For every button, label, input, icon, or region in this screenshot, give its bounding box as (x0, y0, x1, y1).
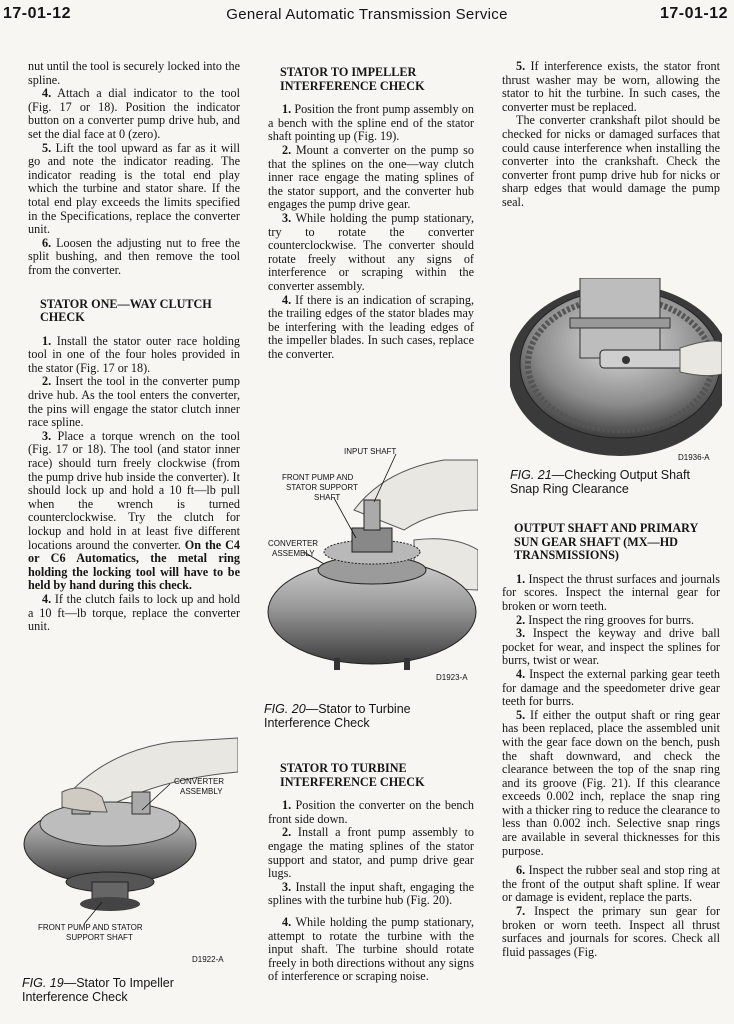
column-2 (268, 60, 474, 361)
column-1 (28, 60, 240, 634)
step-2: 2. Insert the tool in the converter pump drive hub. As the tool enters the converter, the pins will engage the stator clutch inner race spline. (28, 374, 241, 430)
figure-caption: FIG. 19—Stator To Impeller Interference Check (22, 976, 174, 1004)
step-2: 2. Mount a converter on the pump so that the splines on the one—way clutch inner race engage the mating splines of the stator support, and the converter hub engages the pump drive gear. (268, 142, 474, 212)
figure-19-image (22, 732, 238, 968)
step-6: 6. Loosen the adjusting nut to free the split bushing, and then remove the tool from the converter. (28, 235, 240, 277)
step-3: 3. Inspect the keyway and drive ball pocket for wear, and inspect the splines for burrs, twist or wear. (502, 626, 721, 668)
figure-19 (22, 732, 238, 1004)
step-4: 4. Inspect the external parking gear teeth for damage and the speedometer drive gear teeth for burrs. (502, 666, 721, 709)
page-number-left: 17-01-12 (3, 5, 72, 22)
step-1: 1. Position the front pump assembly on a bench with the spline end of the stator shaft pointing up (Fig. 19). (268, 102, 474, 144)
section-heading: OUTPUT SHAFT AND PRIMARY SUN GEAR SHAFT (MX—HD TRANSMISSIONS) (514, 521, 698, 563)
step-1: 1. Position the converter on the bench front side down. (268, 798, 475, 826)
label-assembly: ASSEMBLY (272, 549, 315, 558)
step-3: 3. While holding the pump stationary, try to rotate the converter counterclockwise. The converter should rotate freely without any signs of interference or scraping within the converter assembly. (268, 210, 475, 293)
label-front-pump: FRONT PUMP AND STATOR (38, 923, 143, 932)
label-input-shaft: INPUT SHAFT (344, 447, 397, 456)
step-4: 4. If the clutch fails to lock up and hold a 10 ft—lb torque, replace the converter unit. (28, 591, 240, 634)
column-3 (502, 60, 720, 210)
figure-20 (264, 440, 478, 730)
step-4: 4. If there is an indication of scraping, the trailing edges of the stator blades may be interfering with the leading edges of the impeller blades. In such cases, replace the converter. (268, 292, 474, 361)
label-support-shaft: SUPPORT SHAFT (66, 933, 133, 942)
step-4: 4. Attach a dial indicator to the tool (Fig. 17 or 18). Position the indicator button on a converter pump drive hub, and set the dial face at 0 (zero). (28, 86, 240, 141)
label-converter: CONVERTER (174, 777, 225, 786)
step-3: 3. Install the input shaft, engaging the splines with the turbine hub (Fig. 20). (268, 879, 474, 908)
figure-21 (510, 278, 722, 496)
column-3-lower (502, 522, 720, 959)
page-number-right: 17-01-12 (659, 5, 728, 22)
figure-caption: FIG. 20—Stator to Turbine Interference Check (264, 702, 411, 730)
label-converter: CONVERTER (268, 539, 319, 548)
paragraph: The converter crankshaft pilot should be checked for nicks or damaged surfaces that could cause interference when installing the converter into the crankshaft. Check the converter front pump drive hub for nicks or sharp edges that would damage the pump seal. (502, 113, 720, 209)
figure-20-image (264, 440, 478, 692)
step-2: 2. Install a front pump assembly to engage the mating splines of the stator support and stator, and pump drive gear lugs. (268, 825, 474, 881)
label-shaft: SHAFT (314, 493, 341, 502)
step-5: 5. If interference exists, the stator front thrust washer may be worn, allowing the stator to hit the turbine. In such cases, the converter must be replaced. (502, 59, 721, 114)
step-1: 1. Inspect the thrust surfaces and journals for scores. Inspect the internal gear for broken or worn teeth. (502, 571, 720, 613)
page-header (0, 0, 734, 34)
section-heading: STATOR TO IMPELLER INTERFERENCE CHECK (280, 65, 425, 93)
figure-code: D1923-A (436, 673, 468, 682)
page-title: General Automatic Transmission Service (226, 6, 508, 23)
paragraph: nut until the tool is securely locked into the spline. (28, 59, 240, 87)
step-2: 2. Inspect the ring grooves for burrs. (516, 612, 695, 627)
figure-code: D1936-A (678, 453, 710, 462)
step-4: 4. While holding the pump stationary, attempt to rotate the turbine with the input shaft. The turbine should rotate freely in both directions without any signs of interference or scraping noise. (268, 914, 475, 984)
section-heading: STATOR ONE—WAY CLUTCH CHECK (40, 296, 212, 325)
step-5: 5. Lift the tool upward as far as it will go and note the indicator reading. The indicator reading is the total end play which the turbine and stator share. If the total end play exceeds the limits specified in the Specifications, replace the converter unit. (28, 140, 240, 237)
step-1: 1. Install the stator outer race holding tool in one of the four holes provided in the stator (Fig. 17 or 18). (28, 333, 241, 375)
step-5: 5. If either the output shaft or ring gear has been replaced, place the assembled unit with the gear face down on the bench, push the shaft downward, and check the clearance between the top of the snap ring and its groove (Fig. 21). If this clearance exceeds 0.002 inch, replace the snap ring with a thicker ring to reduce the clearance to less than 0.002 inch. Selective snap rings are available in several thicknesses for this purpose. (502, 707, 721, 858)
step-6: 6. Inspect the rubber seal and stop ring at the front of the output shaft spline. If wear or damage is evident, replace the parts. (502, 863, 721, 905)
label-assembly: ASSEMBLY (180, 787, 223, 796)
step-7: 7. Inspect the primary sun gear for broken or worn teeth. Inspect all thrust surfaces and journals for scores. Check all fluid passages (Fig. (502, 904, 720, 959)
column-2-lower (268, 756, 474, 984)
figure-code: D1922-A (192, 955, 224, 964)
figure-21-image (510, 278, 722, 464)
section-heading: STATOR TO TURBINE INTERFERENCE CHECK (280, 761, 425, 789)
label-front-pump: FRONT PUMP AND (282, 473, 354, 482)
step-3: 3. Place a torque wrench on the tool (Fig. 17 or 18). The tool (and stator inner race) should turn freely clockwise (from the pump drive hub inside the converter). It should lock up and hold a 10 ft—lb pull when the wrench is turned counterclockwise. Try the clutch for lockup and hold in at least five different locations around the converter. On the C4 or C6 Automatics, the metal ring holding the locking tool will have to be held by hand during this check. (28, 428, 241, 593)
label-stator-support: STATOR SUPPORT (286, 483, 358, 492)
figure-caption: FIG. 21—Checking Output Shaft Snap Ring Clearance (510, 468, 690, 496)
